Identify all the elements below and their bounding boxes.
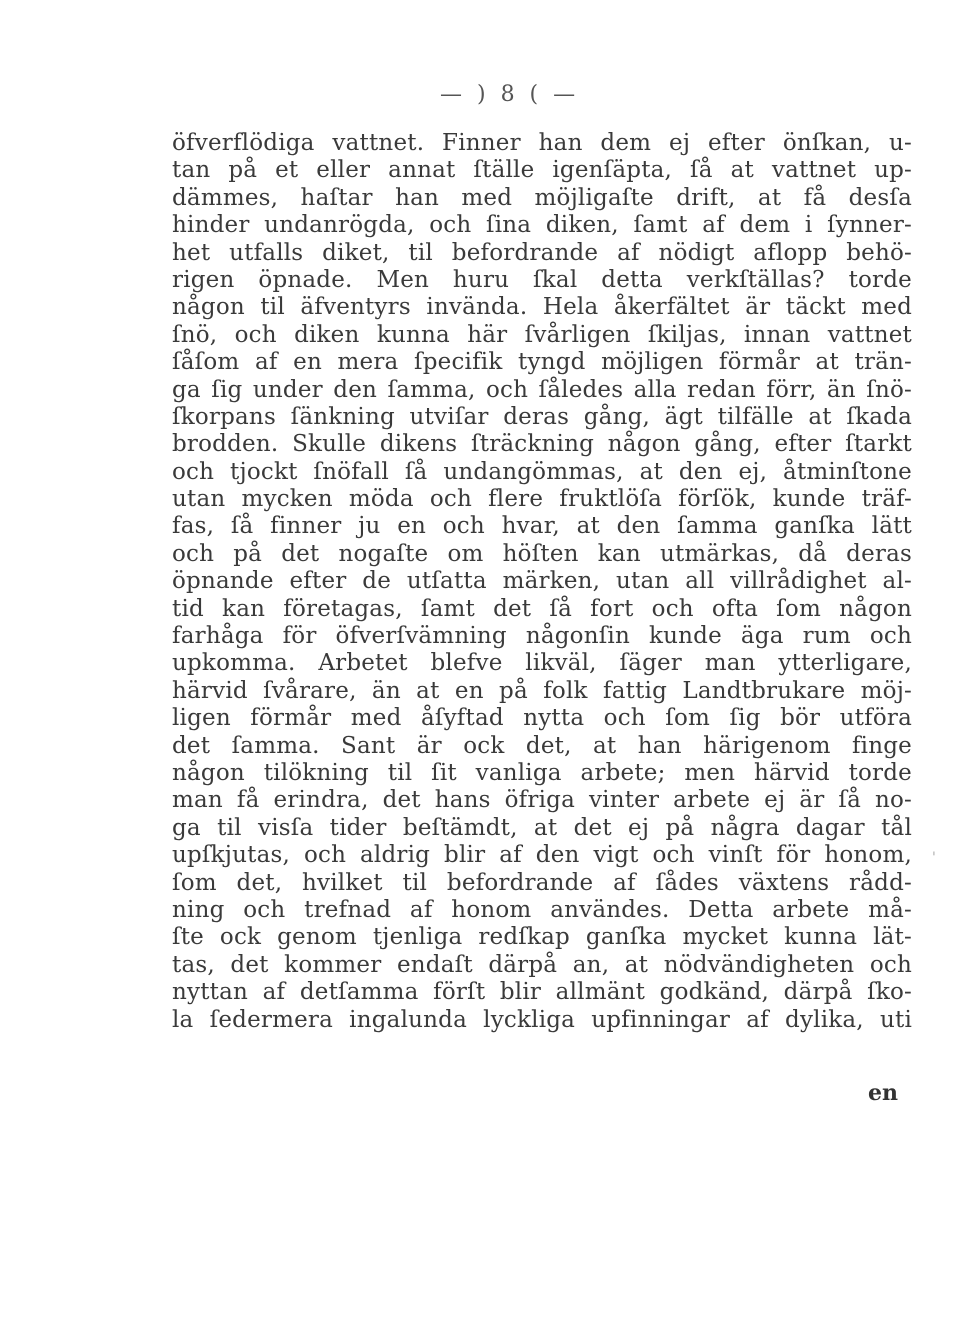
text-line: man få erindra, det hans öfriga vinter arbete ej är ſå no- (172, 787, 912, 814)
text-line: het utfalls diket, til befordrande af nödigt aflopp behö- (172, 239, 912, 266)
text-line: upſkjutas, och aldrig blir af den vigt och vinſt för honom, (172, 842, 912, 869)
text-line: det ſamma. Sant är ock det, at han härigenom finge (172, 732, 912, 759)
text-line: ſte ock genom tjenliga redſkap ganſka mycket kunna lät- (172, 924, 912, 951)
text-line: la ſedermera ingalunda lyckliga upfinningar af dylika, uti (172, 1006, 912, 1033)
text-line: ning och trefnad af honom användes. Detta arbete må- (172, 896, 912, 923)
text-line: ſkorpans ſänkning utviſar deras gång, ägt tilfälle at ſkada (172, 403, 912, 430)
text-line: hinder undanrögda, och ſina diken, ſamt af dem i ſynner- (172, 212, 912, 239)
catchword: en (868, 1080, 898, 1106)
text-line: öfverflödiga vattnet. Finner han dem ej efter önſkan, u- (172, 130, 912, 156)
text-line: tid kan företagas, ſamt det ſå fort och ofta ſom någon (172, 595, 912, 622)
text-line: ſåſom af en mera ſpecifik tyngd möjligen förmår at trän- (172, 349, 912, 376)
text-line: upkomma. Arbetet blefve likväl, ſäger man ytterligare, (172, 650, 912, 677)
text-line: ga ſig under den ſamma, och ſåledes alla redan förr, än ſnö- (172, 376, 912, 403)
text-line: tan på et eller annat ſtälle igenſäpta, ſå at vattnet up- (172, 157, 912, 184)
text-line: någon tilökning til ſit vanliga arbete; men härvid torde (172, 759, 912, 786)
text-line: öpnande efter de utſatta märken, utan all villrådighet al- (172, 568, 912, 595)
text-line: utan mycken möda och flere fruktlöſa förſök, kunde träf- (172, 486, 912, 513)
text-line: farhåga för öfverſvämning någonſin kunde äga rum och (172, 623, 912, 650)
text-line: rigen öpnade. Men huru ſkal detta verkſtällas? torde (172, 266, 912, 293)
text-line: fas, ſå finner ju en och hvar, at den ſamma ganſka lätt (172, 513, 912, 540)
margin-mark: ' (932, 850, 936, 866)
text-line: härvid ſvårare, än at en på folk fattig Landtbrukare möj- (172, 677, 912, 704)
text-line: brodden. Skulle dikens ſträckning någon gång, efter ſtarkt (172, 431, 912, 458)
text-line: och tjockt ſnöfall ſå undangömmas, at den ej, åtminſtone (172, 458, 912, 485)
text-line: ſom det, hvilket til befordrande af ſådes växtens rådd- (172, 869, 912, 896)
text-line: dämmes, haſtar han med möjligaſte drift, at få desſa (172, 184, 912, 211)
text-line: och på det nogaſte om höſten kan utmärkas, då deras (172, 540, 912, 567)
text-line: ligen förmår med åſyftad nytta och ſom ſig bör utföra (172, 705, 912, 732)
text-line: ga til visſa tider beſtämdt, at det ej på några dagar tål (172, 814, 912, 841)
text-line: ſnö, och diken kunna här ſvårligen ſkiljas, innan vattnet (172, 321, 912, 348)
text-line: nyttan af detſamma förſt blir allmänt godkänd, därpå ſko- (172, 979, 912, 1006)
text-line: tas, det kommer endaſt därpå an, at nödvändigheten och (172, 951, 912, 978)
text-line: någon til äfventyrs invända. Hela åkerfältet är täckt med (172, 294, 912, 321)
body-text (172, 130, 912, 1034)
page-header: — ) 8 ( — (440, 82, 580, 107)
